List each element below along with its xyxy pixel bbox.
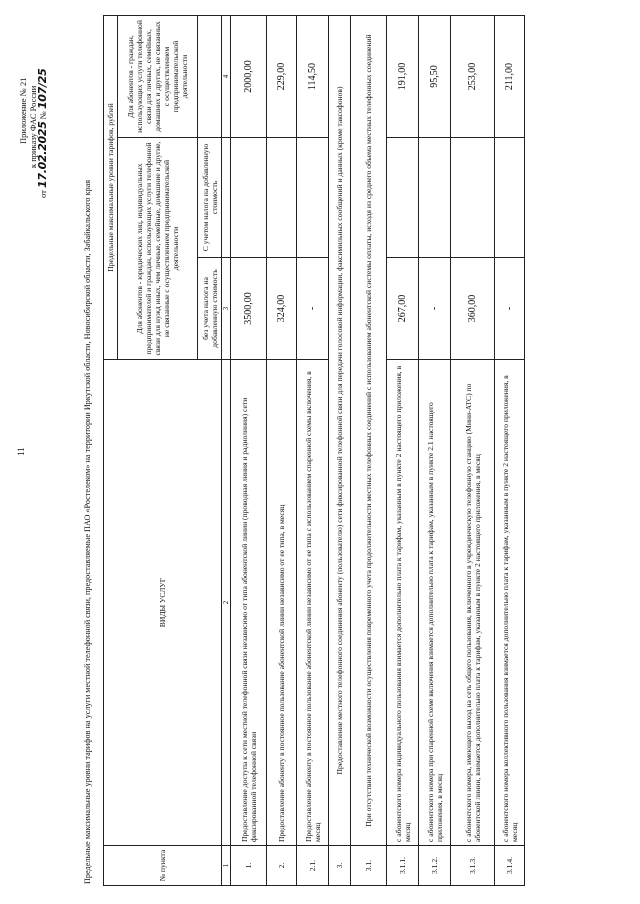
- tariff-table: [103, 15, 525, 886]
- row-number: 3.1.3.: [451, 846, 495, 886]
- index-cell: 4: [222, 16, 231, 138]
- row-number: 3.1.2.: [419, 846, 451, 886]
- row-price-empty: [495, 138, 525, 258]
- row-price-legal: 267,00: [387, 258, 419, 360]
- row-price-empty: [387, 138, 419, 258]
- index-row: [222, 16, 231, 886]
- row-price-empty: [231, 138, 267, 258]
- annex-block: [18, 28, 48, 198]
- row-service: с абонентского номера индивидуального пользования взимается дополнительно плата к тарифам, указанным в пункте 2 настоящего приложения, в месяц: [387, 360, 419, 846]
- header-levels: Предельные максимальные уровни тарифов, рублей: [104, 16, 118, 360]
- row-service: Предоставление доступа к сети местной телефонной связи независимо от типа абонентской линии (проводная линия и радиолиния) сети фиксированной телефонной связи: [231, 360, 267, 846]
- annex-date-line: [38, 28, 48, 198]
- row-price-citizens: 114,50: [297, 16, 329, 138]
- annex-number-prefix: №: [38, 111, 48, 120]
- index-cell-empty: [222, 138, 231, 258]
- row-price-legal: -: [419, 258, 451, 360]
- header-with-vat: С учетом налога на добавленную стоимость: [198, 138, 222, 258]
- row-number: 3.: [329, 846, 351, 886]
- row-number: 1.: [231, 846, 267, 886]
- row-price-legal: -: [495, 258, 525, 360]
- annex-date-prefix: от: [38, 190, 48, 198]
- index-cell: 2: [222, 360, 231, 846]
- header-num: № пункта: [104, 846, 222, 886]
- header-group-citizens: Для абонентов - граждан, использующих услуги телефонной связи для личных, семейных, домашних и других, не связанных с осуществлением предпринимательской деятельности: [118, 16, 198, 138]
- table-row: [351, 16, 387, 886]
- document-title: Предельные максимальные уровни тарифов на услуги местной телефонной связи, предоставляемые ПАО «Ростелеком» на территории Иркутской области, Новосибирской области, Забайкальского края: [83, 180, 92, 884]
- row-price-citizens: 191,00: [387, 16, 419, 138]
- index-cell: 3: [222, 258, 231, 360]
- index-cell: 1: [222, 846, 231, 886]
- row-price-citizens: 211,00: [495, 16, 525, 138]
- header-row-levels: [104, 16, 118, 886]
- header-no-vat: без учета налога на добавленную стоимость: [198, 258, 222, 360]
- row-price-citizens: 253,00: [451, 16, 495, 138]
- row-service: с абонентского номера коллективного пользования взимается дополнительно плата к тарифам, указанным в пункте 2 настоящего приложения, в месяц: [495, 360, 525, 846]
- header-group-legal: Для абонентов - юридических лиц, индивидуальных предпринимателей и граждан, использующих услуги телефонной связи для нужд иных, чем личные, семейные, домашние и другие, не связанные с осуществлением предпринимательской деятельности: [118, 138, 198, 360]
- row-price-empty: [419, 138, 451, 258]
- row-service: Предоставление абоненту в постоянное пользование абонентской линии независимо от ее типа, в месяц: [267, 360, 297, 846]
- annex-number-handwritten: 107/25: [36, 68, 49, 110]
- table-row: [329, 16, 351, 886]
- table-row: [451, 16, 495, 886]
- row-price-citizens: 229,00: [267, 16, 297, 138]
- table-row: [387, 16, 419, 886]
- row-price-citizens: 95,50: [419, 16, 451, 138]
- row-service-heading: Предоставление местного телефонного соединения абоненту (пользователю) сети фиксированной телефонной связи для передачи голосовой информации, факсимильных сообщений и данных (кроме таксофонов): [329, 16, 351, 846]
- annex-order-line: к приказу ФАС России: [28, 85, 38, 168]
- annex-title: Приложение № 21: [18, 77, 28, 144]
- annex-date-handwritten: 17.02.2025: [36, 121, 49, 189]
- row-service: Предоставление абоненту в постоянное пользование абонентской линии независимо от ее типа с использованием спаренной схемы включения, в месяц: [297, 360, 329, 846]
- row-price-legal: -: [297, 258, 329, 360]
- table-row: [267, 16, 297, 886]
- header-services: ВИДЫ УСЛУГ: [104, 360, 222, 846]
- row-price-empty: [297, 138, 329, 258]
- row-price-legal: 360,00: [451, 258, 495, 360]
- row-number: 2.1.: [297, 846, 329, 886]
- row-service: с абонентского номера при спаренной схеме включения взимается дополнительно плата к тарифам, указанным в пункте 2.1 настоящего приложения, в месяц: [419, 360, 451, 846]
- header-spacer: [198, 16, 222, 138]
- row-number: 3.1.4.: [495, 846, 525, 886]
- table-row: [297, 16, 329, 886]
- row-price-legal: 3500,00: [231, 258, 267, 360]
- row-price-legal: 324,00: [267, 258, 297, 360]
- row-service-heading: При отсутствии технической возможности осуществления повременного учета продолжительности местных телефонных соединений с использованием абонентской системы оплаты, исходя из среднего объема местных телефонных соединений: [351, 16, 387, 846]
- table-row: [495, 16, 525, 886]
- row-service: с абонентского номера, имеющего выход на сеть общего пользования, включенного в учрежденческую телефонную станцию (Мини-АТС) по абонентской линии, взимается дополнительно плата к тарифам, указанным в пункте 2 настоящего приложения, в месяц: [451, 360, 495, 846]
- row-price-empty: [267, 138, 297, 258]
- row-number: 3.1.1.: [387, 846, 419, 886]
- table-row: [419, 16, 451, 886]
- page-number: 11: [16, 447, 26, 456]
- row-number: 2.: [267, 846, 297, 886]
- row-number: 3.1.: [351, 846, 387, 886]
- row-price-citizens: 2000,00: [231, 16, 267, 138]
- table-row: [231, 16, 267, 886]
- row-price-empty: [451, 138, 495, 258]
